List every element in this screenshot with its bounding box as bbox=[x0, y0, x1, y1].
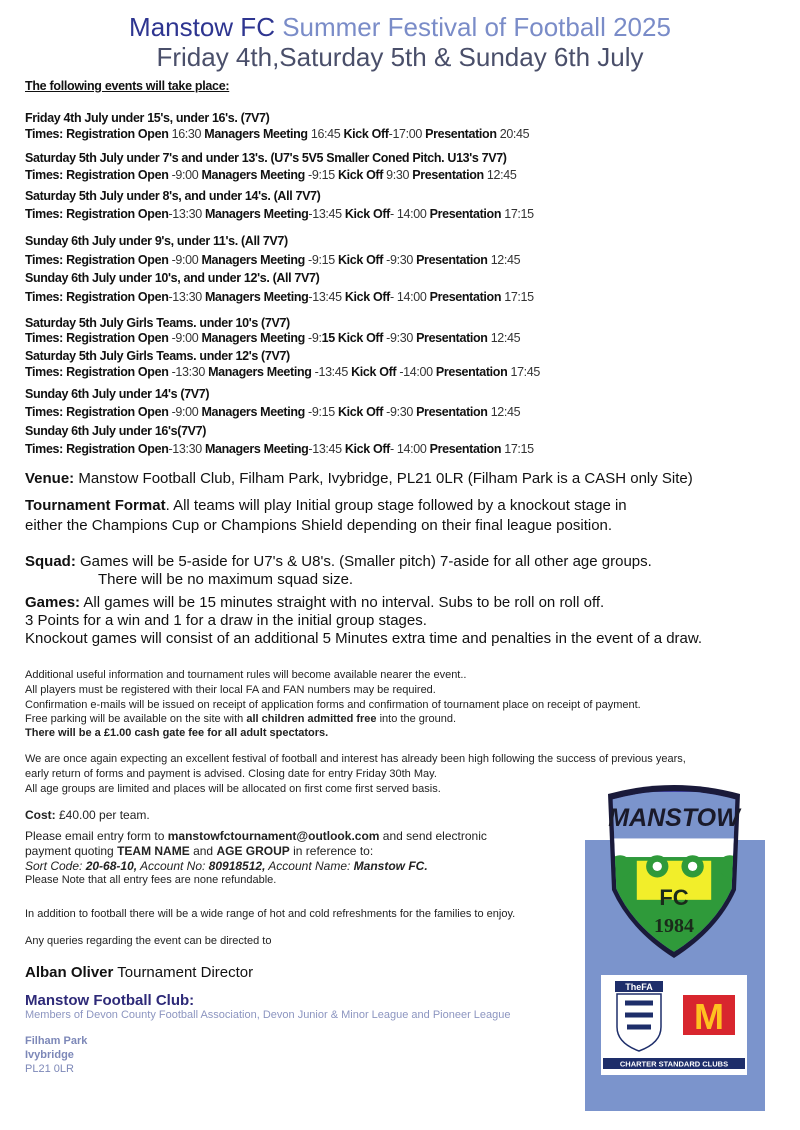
text-line bbox=[25, 332, 520, 345]
text-segment: Confirmation e-mails will be issued on receipt of application forms and confirmation of tournament place on receipt of payment. bbox=[25, 699, 641, 711]
text-segment: 12:45 bbox=[487, 331, 521, 345]
text-segment: 17:45 bbox=[507, 365, 541, 379]
text-segment: Times: Registration Open bbox=[25, 168, 169, 182]
text-segment: Members of Devon County Football Association, Devon Junior & Minor League and Pioneer League bbox=[25, 1009, 511, 1021]
text-segment: Managers Meeting bbox=[204, 290, 309, 304]
text-segment: in reference to: bbox=[289, 844, 374, 858]
text-line bbox=[25, 1064, 74, 1075]
text-segment: 17:15 bbox=[501, 442, 534, 456]
text-segment: -13:30 bbox=[168, 442, 205, 456]
text-segment: Presentation bbox=[416, 405, 488, 419]
text-line bbox=[25, 685, 436, 696]
text-segment: All age groups are limited and places will be allocated on first come first served basis. bbox=[25, 783, 441, 795]
text-segment: Times: Registration Open bbox=[25, 253, 169, 267]
text-line bbox=[25, 830, 487, 842]
text-segment: 12:45 bbox=[483, 168, 517, 182]
text-segment: -9:15 bbox=[304, 253, 338, 267]
title-club: Manstow FC bbox=[129, 12, 275, 42]
crest-name: MANSTOW bbox=[608, 804, 740, 832]
text-segment: Times: Registration Open bbox=[25, 405, 169, 419]
text-segment: Managers Meeting bbox=[201, 253, 305, 267]
text-segment: . All teams will play Initial group stage followed by a knockout stage in bbox=[165, 497, 627, 514]
text-line bbox=[25, 128, 529, 141]
text-segment: Managers Meeting bbox=[204, 127, 308, 141]
text-segment: Kick Off bbox=[337, 253, 384, 267]
text-segment: Filham Park bbox=[25, 1035, 88, 1047]
text-segment: -9:00 bbox=[168, 405, 202, 419]
text-segment: Kick Off bbox=[344, 442, 390, 456]
text-segment: Presentation bbox=[416, 253, 488, 267]
text-line bbox=[25, 272, 319, 285]
text-segment: early return of forms and payment is advised. Closing date for entry Friday 30th May. bbox=[25, 768, 437, 780]
text-line bbox=[25, 425, 206, 438]
text-segment: Kick Off bbox=[344, 290, 390, 304]
crest-year: 1984 bbox=[654, 915, 694, 937]
text-segment: Saturday 5th July under 8's, and under 14's. (All 7V7) bbox=[25, 189, 321, 203]
mcdonalds-m: M bbox=[694, 996, 724, 1037]
text-line bbox=[25, 169, 516, 182]
page-title bbox=[0, 14, 800, 40]
text-line bbox=[25, 700, 641, 711]
text-line bbox=[25, 388, 209, 401]
text-line bbox=[25, 1010, 511, 1021]
text-segment: - 14:00 bbox=[390, 207, 430, 221]
text-segment: -9:15 bbox=[304, 405, 338, 419]
text-segment: - 14:00 bbox=[390, 290, 430, 304]
text-segment: payment quoting bbox=[25, 844, 118, 858]
text-segment: TEAM NAME bbox=[117, 844, 190, 858]
text-segment: Presentation bbox=[429, 290, 502, 304]
text-segment: -9:30 bbox=[383, 331, 417, 345]
text-segment: -9:00 bbox=[168, 168, 202, 182]
text-segment: -9: bbox=[304, 331, 322, 345]
text-line bbox=[25, 112, 269, 125]
text-segment: -17:00 bbox=[388, 127, 426, 141]
text-segment: Venue: bbox=[25, 470, 75, 487]
text-segment: into the ground. bbox=[376, 713, 457, 725]
text-segment: 12:45 bbox=[487, 405, 521, 419]
text-segment: - 14:00 bbox=[390, 442, 430, 456]
text-line bbox=[25, 784, 441, 795]
text-segment: Presentation bbox=[429, 442, 502, 456]
text-line bbox=[25, 909, 515, 920]
text-line bbox=[25, 498, 627, 513]
text-segment: Managers Meeting bbox=[204, 207, 309, 221]
text-segment: Knockout games will consist of an additional 5 Minutes extra time and penalties in the event of a draw. bbox=[25, 630, 703, 647]
title-event: Summer Festival of Football 2025 bbox=[274, 12, 671, 42]
text-segment: Cost: bbox=[25, 808, 56, 822]
text-segment: Ivybridge bbox=[25, 1049, 74, 1061]
text-segment: Presentation bbox=[429, 207, 502, 221]
text-line bbox=[25, 631, 702, 646]
text-line bbox=[25, 152, 507, 165]
text-segment: Manstow FC. bbox=[353, 859, 428, 873]
text-segment: Saturday 5th July under 7's and under 13's. (U7's 5V5 Smaller Coned Pitch. U13's 7V7) bbox=[25, 151, 507, 165]
text-line bbox=[98, 572, 353, 587]
text-line bbox=[25, 208, 534, 221]
charter-standard-badge bbox=[601, 975, 747, 1075]
text-line bbox=[25, 595, 604, 610]
text-segment: Presentation bbox=[416, 331, 488, 345]
text-segment: £40.00 per team. bbox=[55, 808, 150, 822]
text-line bbox=[25, 554, 652, 569]
text-line bbox=[25, 754, 686, 765]
text-segment: Presentation bbox=[425, 127, 497, 141]
text-line bbox=[25, 443, 534, 456]
text-line bbox=[25, 993, 194, 1008]
text-segment: Kick Off bbox=[344, 207, 390, 221]
text-segment: Presentation bbox=[412, 168, 484, 182]
text-segment: Sunday 6th July under 14's (7V7) bbox=[25, 387, 210, 401]
text-segment: Please email entry form to bbox=[25, 829, 168, 843]
text-segment: 16:45 bbox=[307, 127, 344, 141]
text-segment: -9:00 bbox=[168, 331, 202, 345]
text-segment: Kick Off bbox=[351, 365, 397, 379]
text-segment: Times: Registration Open bbox=[25, 442, 169, 456]
text-segment: and send electronic bbox=[379, 829, 487, 843]
text-segment: and bbox=[189, 844, 217, 858]
text-segment: 20-68-10, bbox=[85, 859, 138, 873]
text-segment: 20:45 bbox=[496, 127, 530, 141]
text-line bbox=[25, 190, 320, 203]
text-segment: -13:30 bbox=[168, 207, 205, 221]
club-crest bbox=[598, 780, 750, 962]
text-line bbox=[25, 254, 520, 267]
text-line bbox=[25, 80, 229, 93]
text-segment: Alban Oliver bbox=[25, 964, 114, 981]
text-segment: -13:45 bbox=[311, 365, 352, 379]
email-address[interactable]: manstowfctournament@outlook.com bbox=[167, 829, 380, 843]
text-line bbox=[25, 875, 276, 886]
text-segment: Managers Meeting bbox=[201, 405, 305, 419]
text-segment: PL21 0LR bbox=[25, 1063, 74, 1075]
text-segment: Games will be 5-aside for U7's & U8's. (Smaller pitch) 7-aside for all other age groups. bbox=[75, 553, 652, 570]
text-segment: -13:30 bbox=[168, 290, 205, 304]
text-line bbox=[25, 728, 328, 739]
text-segment: Kick Off bbox=[343, 127, 389, 141]
text-segment: 15 Kick Off bbox=[321, 331, 384, 345]
text-segment: all children admitted free bbox=[246, 713, 377, 725]
charter-footer: CHARTER STANDARD CLUBS bbox=[619, 1059, 729, 1069]
text-line bbox=[25, 809, 150, 821]
text-segment: Times: Registration Open bbox=[25, 290, 169, 304]
text-segment: -9:30 bbox=[383, 405, 417, 419]
text-segment: Any queries regarding the event can be directed to bbox=[25, 935, 272, 947]
text-segment: Managers Meeting bbox=[201, 331, 305, 345]
text-segment: All players must be registered with their local FA and FAN numbers may be required. bbox=[25, 684, 436, 696]
text-segment: 17:15 bbox=[501, 290, 534, 304]
text-line bbox=[25, 670, 466, 681]
text-segment: -13:45 bbox=[308, 442, 345, 456]
text-segment: Account Name: bbox=[265, 859, 354, 873]
text-segment: either the Champions Cup or Champions Shield depending on their final league position. bbox=[25, 517, 613, 534]
text-segment: 12:45 bbox=[487, 253, 521, 267]
text-line bbox=[25, 291, 534, 304]
fa-label: TheFA bbox=[625, 982, 653, 992]
text-segment: -13:30 bbox=[168, 365, 209, 379]
text-segment: -13:45 bbox=[308, 290, 345, 304]
text-line bbox=[25, 845, 373, 857]
text-segment: Tournament Format bbox=[25, 497, 166, 514]
text-segment: 80918512, bbox=[208, 859, 266, 873]
text-segment: There will be a £1.00 cash gate fee for all adult spectators. bbox=[25, 727, 329, 739]
text-line bbox=[25, 936, 271, 947]
text-line bbox=[25, 714, 456, 725]
text-segment: We are once again expecting an excellent festival of football and interest has already been high following the success of previous years, bbox=[25, 753, 686, 765]
text-segment: Manstow Football Club: bbox=[25, 992, 195, 1009]
text-line bbox=[25, 613, 427, 628]
text-line bbox=[25, 860, 428, 872]
text-segment: Times: Registration Open bbox=[25, 207, 169, 221]
text-segment: Account No: bbox=[137, 859, 209, 873]
text-segment: Sunday 6th July under 10's, and under 12's. (All 7V7) bbox=[25, 271, 320, 285]
text-line bbox=[25, 1036, 87, 1047]
text-line bbox=[25, 471, 693, 486]
text-segment: Presentation bbox=[435, 365, 508, 379]
text-line bbox=[25, 350, 290, 363]
text-segment: 16:30 bbox=[168, 127, 205, 141]
text-segment: Additional useful information and tournament rules will become available nearer the event.. bbox=[25, 669, 467, 681]
text-segment: There will be no maximum squad size. bbox=[98, 571, 354, 588]
text-segment: Managers Meeting bbox=[204, 442, 309, 456]
text-segment: Sort Code: bbox=[25, 859, 86, 873]
text-segment: Games: bbox=[25, 594, 81, 611]
text-line bbox=[25, 406, 520, 419]
crest-fc: FC bbox=[659, 885, 689, 910]
text-segment: AGE GROUP bbox=[216, 844, 290, 858]
text-segment: Friday 4th July under 15's, under 16's. (7V7) bbox=[25, 111, 270, 125]
text-segment: -9:15 bbox=[304, 168, 338, 182]
text-segment: -13:45 bbox=[308, 207, 345, 221]
text-line bbox=[25, 1050, 74, 1061]
text-segment: Kick Off bbox=[337, 168, 384, 182]
text-segment: 9:30 bbox=[383, 168, 413, 182]
text-segment: The following events will take place: bbox=[25, 79, 230, 93]
text-segment: Free parking will be available on the site with bbox=[25, 713, 247, 725]
text-segment: Saturday 5th July Girls Teams. under 10's (7V7) bbox=[25, 316, 290, 330]
text-segment: 17:15 bbox=[501, 207, 534, 221]
text-segment: Tournament Director bbox=[113, 964, 254, 981]
text-segment: 3 Points for a win and 1 for a draw in the initial group stages. bbox=[25, 612, 427, 629]
text-segment: Please Note that all entry fees are none refundable. bbox=[25, 874, 277, 886]
text-segment: Saturday 5th July Girls Teams. under 12's (7V7) bbox=[25, 349, 290, 363]
text-line bbox=[25, 317, 290, 330]
text-segment: Sunday 6th July under 9's, under 11's. (All 7V7) bbox=[25, 234, 288, 248]
text-segment: -9:00 bbox=[168, 253, 202, 267]
text-segment: Managers Meeting bbox=[201, 168, 305, 182]
text-segment: Times: Registration Open bbox=[25, 331, 169, 345]
text-segment: -9:30 bbox=[383, 253, 417, 267]
text-segment: Times: Registration Open bbox=[25, 127, 169, 141]
text-segment: Sunday 6th July under 16's(7V7) bbox=[25, 424, 207, 438]
text-segment: Manstow Football Club, Filham Park, Ivybridge, PL21 0LR (Filham Park is a CASH only Site) bbox=[74, 470, 693, 487]
text-segment: Managers Meeting bbox=[208, 365, 312, 379]
text-line bbox=[25, 235, 288, 248]
page-subtitle: Friday 4th,Saturday 5th & Sunday 6th July bbox=[156, 42, 644, 72]
text-segment: Times: Registration Open bbox=[25, 365, 169, 379]
text-line bbox=[25, 366, 540, 379]
text-segment: In addition to football there will be a wide range of hot and cold refreshments for the families to enjoy. bbox=[25, 908, 516, 920]
text-segment: -14:00 bbox=[396, 365, 436, 379]
text-segment: Kick Off bbox=[337, 405, 384, 419]
text-line bbox=[25, 769, 437, 780]
text-segment: All games will be 15 minutes straight with no interval. Subs to be roll on roll off. bbox=[80, 594, 605, 611]
text-line bbox=[25, 518, 612, 533]
text-segment: Squad: bbox=[25, 553, 76, 570]
text-line bbox=[25, 965, 253, 980]
